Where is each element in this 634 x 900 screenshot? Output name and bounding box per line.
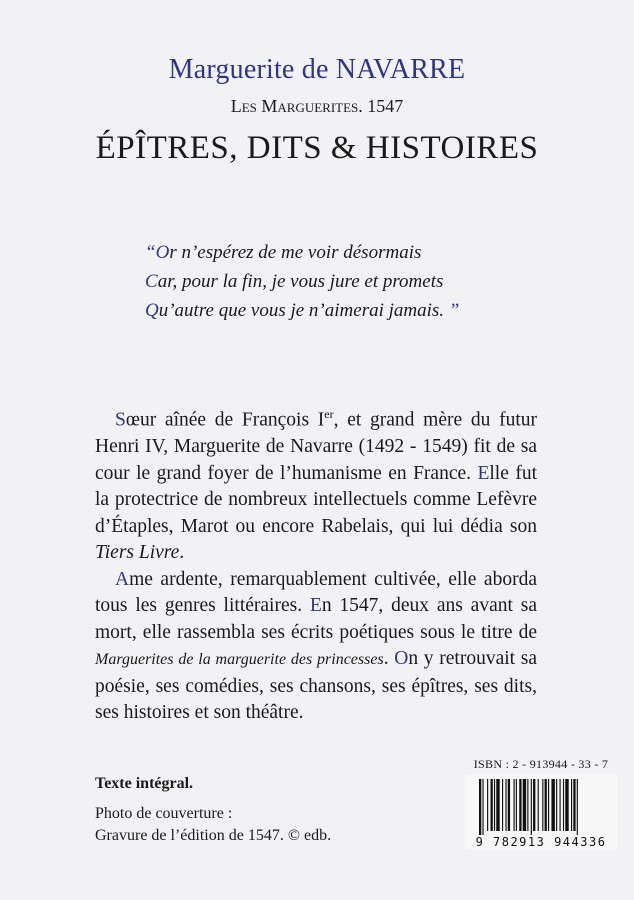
barcode-bar bbox=[556, 779, 557, 831]
barcode-bar bbox=[516, 779, 517, 831]
collection-name: Les Marguerites. bbox=[230, 96, 363, 116]
epigraph-quote bbox=[145, 238, 565, 325]
drop-letter: A bbox=[115, 568, 130, 590]
quote-line-1 bbox=[145, 238, 565, 267]
barcode-bar bbox=[531, 779, 532, 835]
barcode-bar bbox=[487, 779, 488, 831]
barcode-bar bbox=[545, 779, 547, 831]
superscript: er bbox=[324, 407, 334, 421]
quote-initial-1: O bbox=[155, 242, 170, 263]
drop-letter: E bbox=[309, 595, 322, 616]
drop-letter: E bbox=[477, 462, 490, 484]
barcode-bar bbox=[565, 779, 568, 831]
quote-text-3: u’autre que vous je n’aimerai jamais. bbox=[158, 300, 445, 321]
barcode-bar bbox=[551, 779, 554, 831]
barcode-bar bbox=[573, 779, 575, 831]
blurb-text: n 1547, deux ans avant sa mort, elle rassembla ses écrits poétiques sous le titre de bbox=[95, 595, 537, 643]
barcode-bar bbox=[491, 779, 493, 831]
barcode-digits: 9 782913 944336 bbox=[475, 835, 607, 849]
blurb-text: œur aînée de François I bbox=[125, 409, 325, 431]
barcode-bar bbox=[519, 779, 521, 831]
book-reference: Tiers Livre bbox=[95, 542, 180, 563]
quote-initial-2: C bbox=[145, 271, 158, 292]
barcode-bar bbox=[563, 779, 564, 831]
barcode-bar bbox=[538, 779, 539, 831]
collection-year: 1547 bbox=[367, 96, 404, 116]
barcode-bar bbox=[505, 779, 506, 831]
quote-line-2 bbox=[145, 267, 565, 296]
blurb-text: n y retrouvait sa poésie, ses comédies, ses chansons, ses épîtres, ses dits, ses histoires et son théâtre. bbox=[95, 648, 538, 723]
barcode-bar bbox=[496, 779, 499, 831]
barcode bbox=[465, 775, 617, 849]
blurb-paragraph-1 bbox=[95, 401, 537, 567]
quote-text-2: ar, pour la fin, je vous jure et promets bbox=[157, 271, 444, 292]
barcode-bars bbox=[465, 775, 617, 837]
barcode-bar bbox=[514, 779, 515, 831]
credit-line-1: Photo de couverture : bbox=[95, 805, 233, 822]
quote-initial-3: Q bbox=[145, 300, 159, 321]
collection-subtitle bbox=[0, 96, 634, 117]
barcode-bar bbox=[494, 779, 495, 831]
barcode-bar bbox=[508, 779, 510, 831]
barcode-bar bbox=[479, 779, 481, 835]
drop-letter: S bbox=[115, 409, 126, 431]
quote-line-3 bbox=[145, 296, 565, 325]
integral-text-label: Texte intégral. bbox=[95, 775, 194, 792]
blurb-text: lle fut la protectrice de nombreux intellectuels comme Lefèvre d’Étaples, Marot ou encore Rabelais, qui lui dédia son bbox=[95, 462, 537, 537]
blurb-text: . bbox=[179, 542, 185, 563]
barcode-bar bbox=[482, 779, 483, 835]
barcode-bar bbox=[548, 779, 549, 831]
barcode-bar bbox=[571, 779, 572, 831]
author-name: Marguerite de NAVARRE bbox=[168, 54, 466, 85]
book-title: ÉPÎTRES, DITS & HISTOIRES bbox=[95, 130, 539, 166]
quote-text-1: r n’espérez de me voir désormais bbox=[169, 242, 422, 263]
barcode-bar bbox=[542, 779, 543, 831]
quote-open-mark: “ bbox=[145, 242, 156, 263]
barcode-bar bbox=[560, 779, 561, 831]
credit-line-2: Gravure de l’édition de 1547. © edb. bbox=[95, 827, 332, 844]
barcode-bar bbox=[502, 779, 503, 831]
barcode-bar bbox=[523, 779, 526, 831]
blurb bbox=[95, 401, 537, 727]
blurb-text: me ardente, remarquablement cultivée, elle aborda tous les genres littéraires. bbox=[95, 568, 537, 616]
drop-letter: O bbox=[394, 648, 409, 669]
blurb-text: . bbox=[383, 648, 395, 669]
quote-close-mark: ” bbox=[448, 300, 460, 321]
barcode-bar bbox=[533, 779, 535, 831]
barcode-bar bbox=[577, 779, 578, 835]
blurb-text: , et grand mère du futur Henri IV, Marguerite de Navarre (1492 - 1549) fit de sa cour le grand foyer de l’humanisme en France. bbox=[95, 409, 537, 484]
isbn-number: ISBN : 2 - 913944 - 33 - 7 bbox=[473, 757, 609, 771]
blurb-paragraph-2 bbox=[95, 567, 537, 727]
barcode-bar bbox=[527, 779, 528, 831]
cover-credit bbox=[95, 803, 331, 847]
book-reference: Marguerites de la marguerite des princesses bbox=[95, 651, 384, 668]
